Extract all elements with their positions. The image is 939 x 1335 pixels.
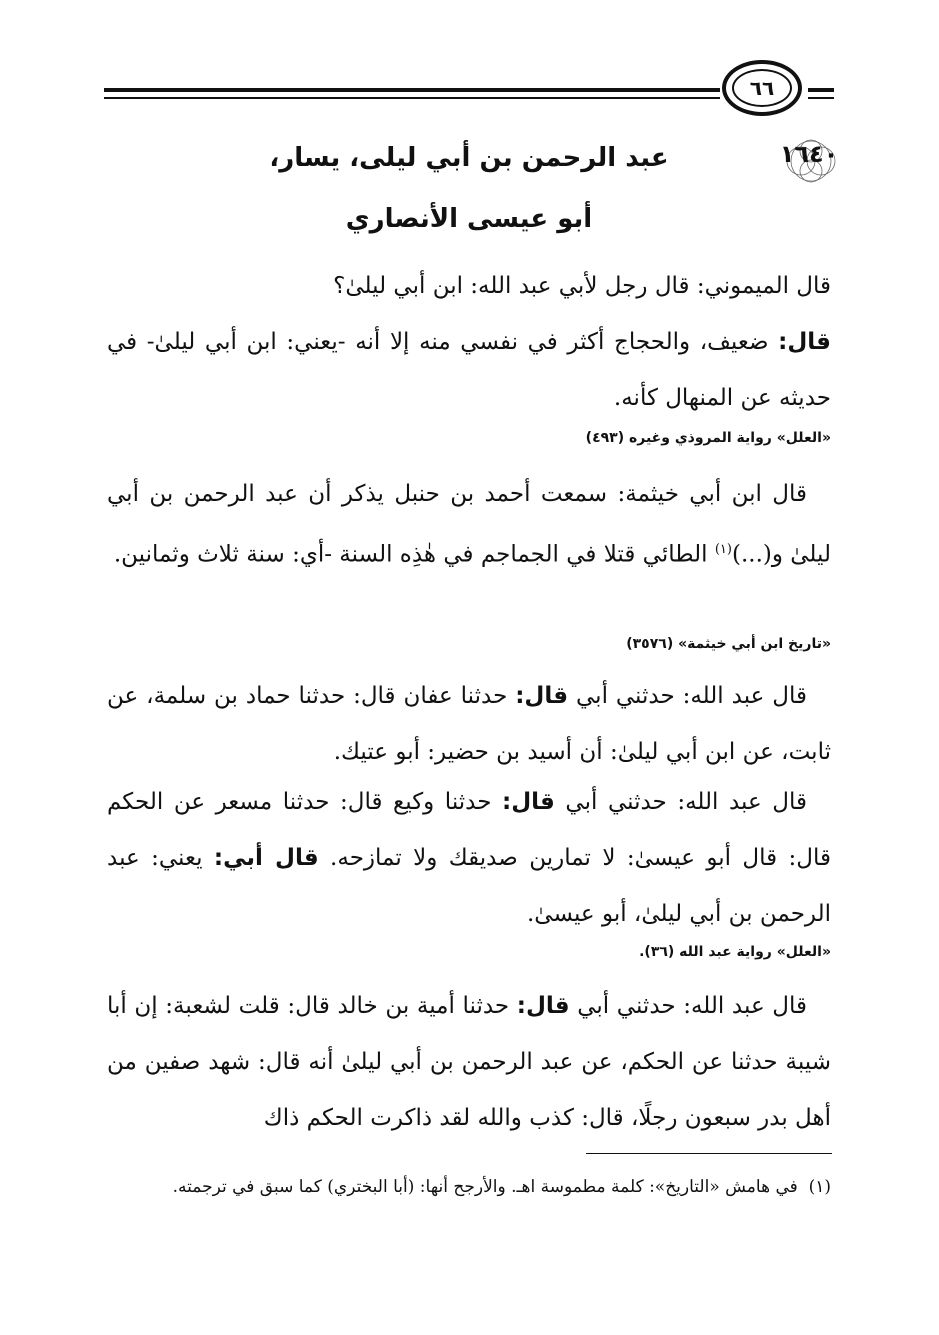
paragraph-bold-text: قال: <box>502 789 555 815</box>
header-rule-right-thin <box>808 97 834 99</box>
paragraph-text: قال عبد الله: حدثني أبي <box>554 789 807 815</box>
entry-number: ١٦٤٠ <box>779 140 839 168</box>
paragraph-text-continued: حدثنا عفان قال: حدثنا حماد بن سلمة، عن ثابت، عن ابن أبي ليلىٰ: أن أسيد بن حضير: أبو عتيك. <box>107 683 831 765</box>
page-number-oval <box>722 60 802 116</box>
paragraph-text-end: يعني: عبد الرحمن بن أبي ليلىٰ، أبو عيسىٰ. <box>107 845 831 927</box>
entry-title-line2: أبو عيسى الأنصاري <box>345 204 593 234</box>
paragraph-text: ضعيف، والحجاج أكثر في نفسي منه إلا أنه -يعني: ابن أبي ليلىٰ- في حديثه عن المنهال كأنه. <box>107 329 831 411</box>
page-number: ٦٦ <box>749 76 775 100</box>
source-citation-2: «تاريخ ابن أبي خيثمة» (٣٥٧٦) <box>626 636 831 652</box>
footnote <box>107 1168 831 1206</box>
paragraph-4 <box>107 668 831 780</box>
paragraph-6 <box>107 978 831 1146</box>
paragraph-bold-text: قال: <box>515 683 569 709</box>
header-rule-right-thick <box>808 88 834 92</box>
paragraph-text-continued: الطائي قتلا في الجماجم في هٰذِه السنة -أي: سنة ثلاث وثمانين. <box>113 541 715 568</box>
paragraph-3 <box>107 466 831 583</box>
footnote-text: في هامش «التاريخ»: كلمة مطموسة اهـ. والأرجح أنها: (أبا البختري) كما سبق في ترجمته. <box>172 1177 798 1197</box>
source-citation-3: «العلل» رواية عبد الله (٣٦). <box>639 944 831 960</box>
header-rule-thin <box>104 97 720 99</box>
paragraph-text: قال عبد الله: حدثني أبي <box>568 683 807 709</box>
source-citation-1: «العلل» رواية المروذي وغيره (٤٩٣) <box>585 430 831 446</box>
paragraph-1 <box>107 258 831 314</box>
paragraph-5 <box>107 774 831 942</box>
footnote-reference: (١) <box>714 542 732 557</box>
paragraph-text: قال ابن أبي خيثمة: سمعت أحمد بن حنبل يذكر أن عبد الرحمن بن أبي ليلىٰ و(...) <box>107 481 831 568</box>
paragraph-2 <box>107 314 831 426</box>
paragraph-text-continued: حدثنا وكيع قال: حدثنا مسعر عن الحكم قال: قال أبو عيسىٰ: لا تمارين صديقك ولا تمازحه. <box>107 789 831 871</box>
paragraph-text: قال عبد الله: حدثني أبي <box>569 993 807 1019</box>
paragraph-text: قال الميموني: قال رجل لأبي عبد الله: ابن أبي ليلىٰ؟ <box>333 273 831 299</box>
header-rule-thick <box>104 88 720 92</box>
paragraph-bold-text: قال: <box>516 993 570 1019</box>
paragraph-bold-text: قال: <box>778 329 831 355</box>
paragraph-text-continued: حدثنا أمية بن خالد قال: قلت لشعبة: إن أبا شيبة حدثنا عن الحكم، عن عبد الرحمن بن أبي ليلىٰ أنه قال: شهد صفين من أهل بدر سبعون رجلًا، قال: كذب والله لقد ذاكرت الحكم ذاك <box>107 993 831 1131</box>
paragraph-bold-text-2: قال أبي: <box>213 845 319 871</box>
entry-title-line1: عبد الرحمن بن أبي ليلى، يسار، <box>269 143 669 173</box>
footnote-marker: (١) <box>808 1177 831 1197</box>
footnote-separator <box>586 1153 832 1154</box>
